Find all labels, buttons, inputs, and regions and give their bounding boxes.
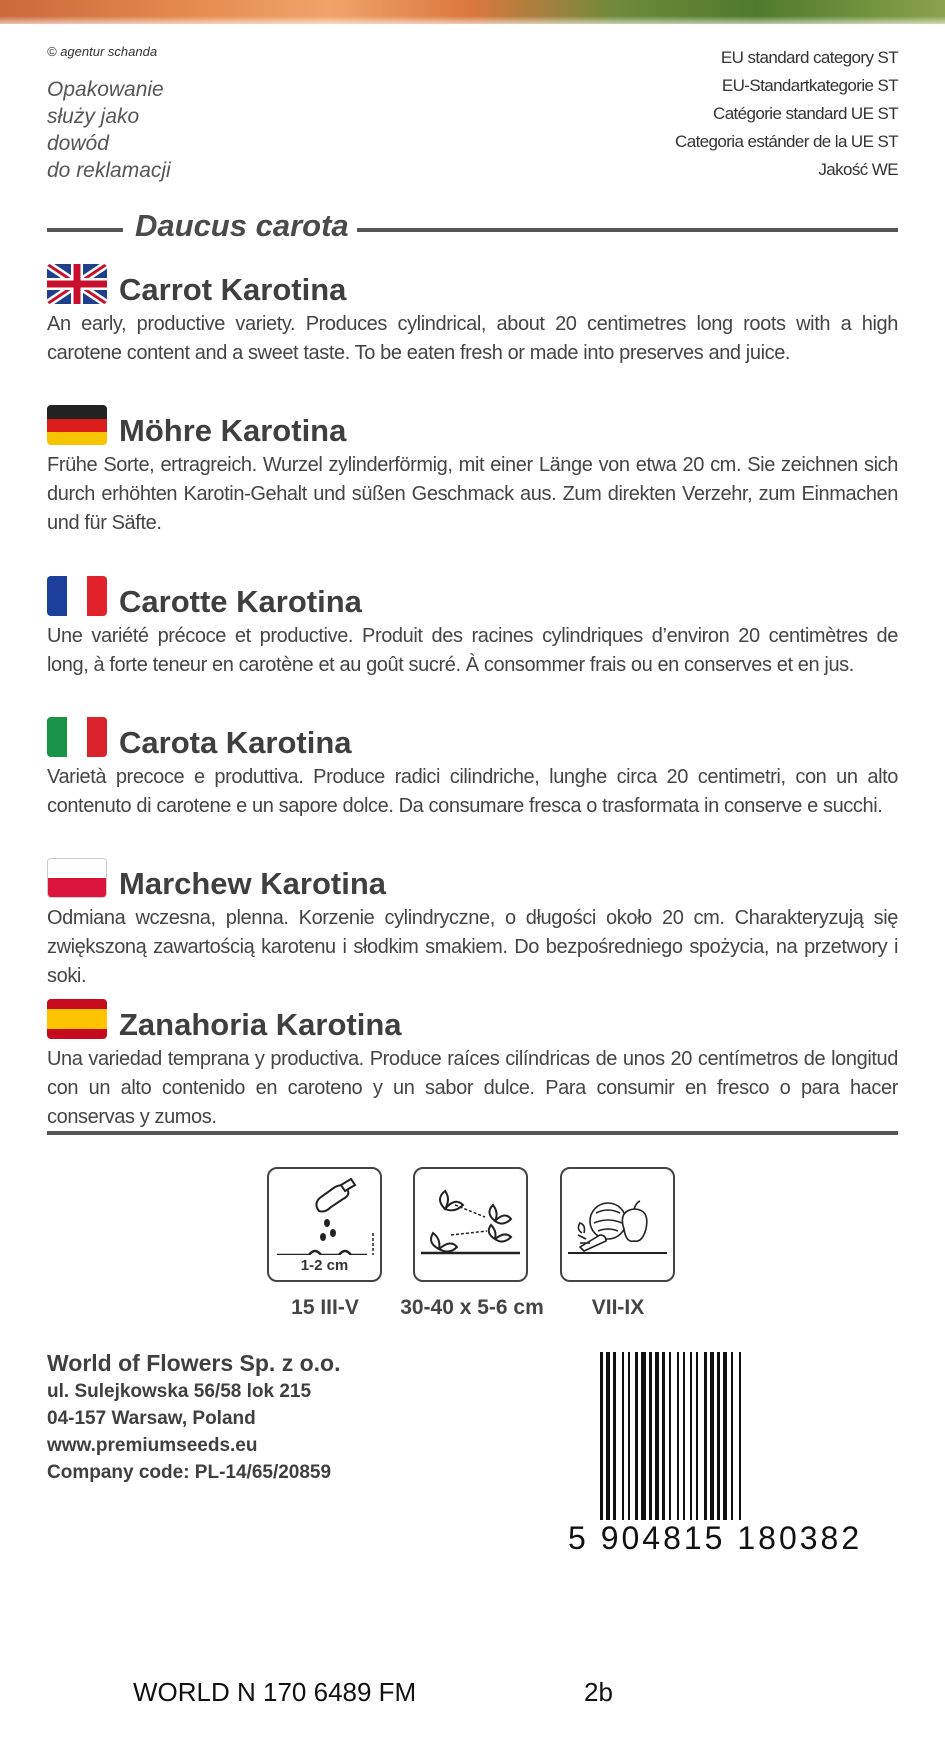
packaging-note-line: Opakowanie	[47, 78, 164, 101]
section-description: Frühe Sorte, ertragreich. Wurzel zylinderförmig, mit einer Länge von etwa 20 cm. Sie zeichnen sich durch erhöhten Karotin-Gehalt und süßen Geschmack aus. Zum direkten Verzehr, zum Einmachen und für Säfte.	[47, 454, 898, 534]
section-description: Una variedad temprana y productiva. Produce raíces cilíndricas de unos 20 centímetros de longitud con un alto contenido en caroteno y un sabor dulce. Para consumir en fresco o para hacer conservas y zumos.	[47, 1048, 898, 1128]
section-description: An early, productive variety. Produces cylindrical, about 20 centimetres long roots with a high carotene content and a sweet taste. To be eaten fresh or made into preserves and juice.	[47, 313, 898, 364]
section-title: Zanahoria Karotina	[119, 1007, 402, 1042]
plant-spacing-icon	[413, 1167, 528, 1282]
sowing-period-label: 15 III-V	[291, 1296, 359, 1319]
print-code: WORLD N 170 6489 FM	[133, 1677, 417, 1707]
section-title: Carotte Karotina	[119, 584, 362, 619]
harvest-vegetables-icon	[560, 1167, 675, 1282]
eu-standard-block	[675, 44, 898, 184]
standard-line: EU standard category ST	[720, 48, 898, 67]
standard-line: Jakość WE	[818, 160, 898, 179]
company-info	[47, 1348, 340, 1486]
sowing-depth-icon	[267, 1167, 382, 1282]
divider-line	[357, 228, 898, 232]
company-city: 04-157 Warsaw, Poland	[47, 1408, 256, 1429]
divider-line	[47, 228, 123, 232]
latin-name: Daucus carota	[135, 208, 349, 243]
italy-flag-icon	[47, 717, 107, 757]
spain-flag-icon	[47, 999, 107, 1039]
packaging-note-line: służy jako	[47, 105, 140, 128]
standard-line: Catégorie standard UE ST	[713, 104, 898, 123]
section-title: Carota Karotina	[119, 725, 352, 760]
harvest-period-label: VII-IX	[591, 1296, 645, 1319]
poland-flag-icon	[47, 858, 107, 898]
packaging-note-line: dowód	[47, 132, 109, 155]
company-name: World of Flowers Sp. z o.o.	[47, 1350, 341, 1376]
section-title: Marchew Karotina	[119, 866, 387, 901]
company-website: www.premiumseeds.eu	[47, 1435, 258, 1456]
barcode-number: 5 904815 180382	[568, 1520, 863, 1556]
latin-name-row	[47, 208, 898, 244]
top-photo-strip	[0, 0, 945, 24]
france-flag-icon	[47, 576, 107, 616]
packaging-note-line: do reklamacji	[47, 159, 171, 182]
photo-credit: © agentur schanda	[47, 44, 158, 59]
spacing-label: 30-40 x 5-6 cm	[400, 1296, 544, 1319]
section-title: Möhre Karotina	[119, 413, 347, 448]
section-description: Varietà precoce e produttiva. Produce radici cilindriche, lunghe circa 20 centimetri, con un alto contenuto di carotene e un sapore dolce. Da consumare fresca o trasformata in conserve e succhi.	[47, 766, 898, 817]
germany-flag-icon	[47, 405, 107, 445]
divider-line	[47, 1131, 898, 1135]
standard-line: Categoria estánder de la UE ST	[675, 132, 898, 151]
packaging-note	[47, 76, 171, 184]
section-title: Carrot Karotina	[119, 272, 347, 307]
section-description: Une variété précoce et productive. Produit des racines cylindriques d’environ 20 centimètres de long, à forte teneur en carotène et au goût sucré. À consommer frais ou en conserves et en jus.	[47, 625, 898, 676]
print-version: 2b	[584, 1677, 613, 1707]
company-street: ul. Sulejkowska 56/58 lok 215	[47, 1381, 312, 1402]
sowing-depth-label: 1-2 cm	[300, 1257, 349, 1274]
company-code: Company code: PL-14/65/20859	[47, 1462, 332, 1483]
section-description: Odmiana wczesna, plenna. Korzenie cylindryczne, o długości około 20 cm. Charakteryzują się zwiększoną zawartością karotenu i słodkim smakiem. Do bezpośredniego spożycia, na przetwory i soki.	[47, 907, 898, 987]
uk-flag-icon	[47, 264, 107, 304]
standard-line: EU-Standartkategorie ST	[721, 76, 898, 95]
